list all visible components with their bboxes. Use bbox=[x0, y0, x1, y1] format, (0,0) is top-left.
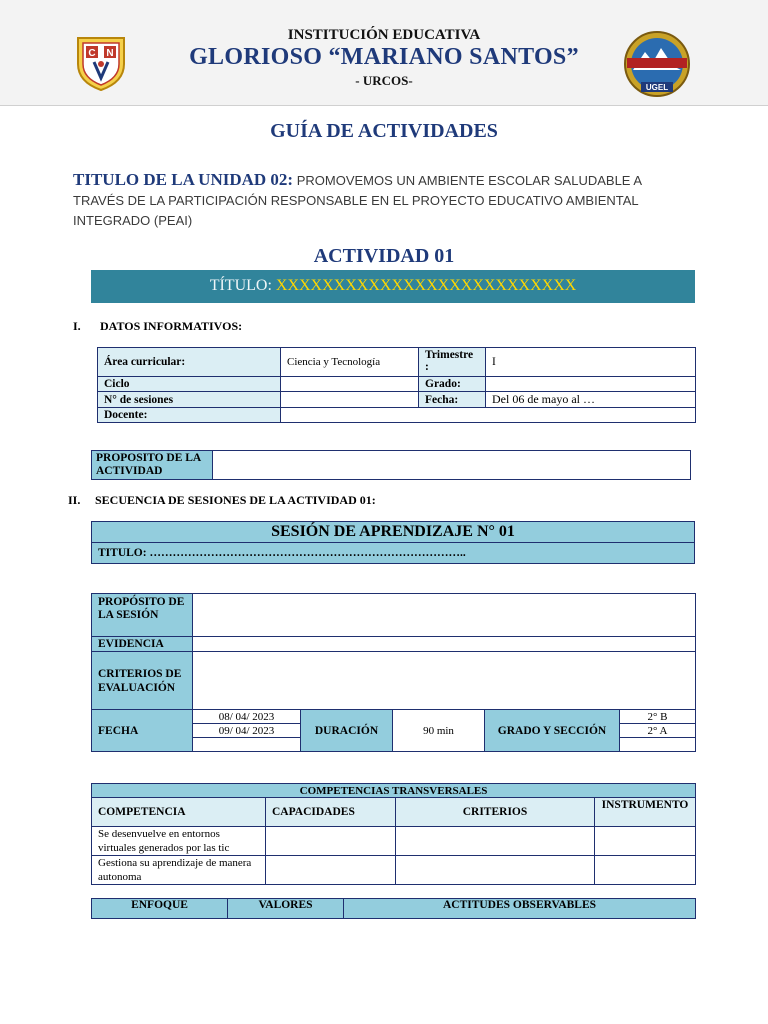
table-row bbox=[92, 899, 696, 919]
table-row bbox=[92, 856, 696, 885]
activity-purpose-table bbox=[91, 450, 691, 480]
cell-label: Ciclo bbox=[98, 377, 281, 392]
competencies-title: COMPETENCIAS TRANSVERSALES bbox=[92, 784, 696, 798]
table-row bbox=[92, 522, 695, 543]
column-header: ENFOQUE bbox=[92, 899, 228, 919]
evidence-label: EVIDENCIA bbox=[92, 637, 193, 652]
grade-section-value[interactable]: 2° A bbox=[620, 724, 696, 738]
cell-value[interactable] bbox=[281, 392, 419, 408]
activity-title-value: XXXXXXXXXXXXXXXXXXXXXXXXXX bbox=[275, 277, 577, 294]
column-header: CAPACIDADES bbox=[266, 798, 396, 827]
section-1-number: I. bbox=[73, 319, 81, 333]
grade-section-value[interactable] bbox=[620, 738, 696, 752]
activity-purpose-label: PROPOSITO DE LA ACTIVIDAD bbox=[92, 451, 213, 480]
criteria-cell[interactable] bbox=[396, 856, 595, 885]
table-row bbox=[92, 784, 696, 798]
table-row bbox=[92, 543, 695, 564]
session-purpose-label: PROPÓSITO DE LA SESIÓN bbox=[92, 594, 193, 637]
cell-label: Docente: bbox=[98, 408, 281, 423]
ugel-seal-icon bbox=[621, 30, 693, 98]
table-row bbox=[92, 798, 696, 827]
cell-value[interactable]: I bbox=[486, 348, 696, 377]
session-detail-table bbox=[91, 593, 696, 752]
session-purpose-value[interactable] bbox=[193, 594, 696, 637]
competency-cell: Gestiona su aprendizaje de manera autonoma bbox=[92, 856, 266, 885]
duration-label: DURACIÓN bbox=[301, 710, 393, 752]
column-header: COMPETENCIA bbox=[92, 798, 266, 827]
criteria-value[interactable] bbox=[193, 652, 696, 710]
svg-text:UGEL: UGEL bbox=[645, 83, 669, 92]
capacity-cell[interactable] bbox=[266, 827, 396, 856]
date-label: FECHA bbox=[92, 710, 193, 752]
datos-informativos-table bbox=[97, 347, 696, 423]
grade-section-value[interactable]: 2° B bbox=[620, 710, 696, 724]
criteria-label: CRITERIOS DE EVALUACIÓN bbox=[92, 652, 193, 710]
school-location: - URCOS- bbox=[355, 73, 413, 88]
cell-label: Fecha: bbox=[419, 392, 486, 408]
section-1-heading bbox=[73, 319, 242, 334]
table-row bbox=[92, 451, 691, 480]
activity-title-label: TÍTULO: bbox=[209, 277, 272, 294]
unit-text: PROMOVEMOS UN AMBIENTE ESCOLAR SALUDABLE A TRAVÉS DE LA PARTICIPACIÓN RESPONSABLE EN EL PROYECTO EDUCATIVO AMBIENTAL INTEGRADO (PEAI) bbox=[73, 173, 642, 228]
unit-label: TITULO DE LA UNIDAD 02: bbox=[73, 170, 294, 189]
school-name: GLORIOSO “MARIANO SANTOS” bbox=[189, 44, 579, 70]
cell-value[interactable]: Del 06 de mayo al … bbox=[486, 392, 696, 408]
cell-label: Grado: bbox=[419, 377, 486, 392]
date-value[interactable]: 08/ 04/ 2023 bbox=[193, 710, 301, 724]
section-2-number: II. bbox=[68, 493, 81, 507]
approach-table bbox=[91, 898, 696, 919]
cell-value[interactable] bbox=[486, 377, 696, 392]
criteria-cell[interactable] bbox=[396, 827, 595, 856]
unit-block bbox=[73, 170, 693, 231]
table-row bbox=[92, 594, 696, 637]
activity-heading: ACTIVIDAD 01 bbox=[313, 245, 455, 267]
competency-cell: Se desenvuelve en entornos virtuales generados por las tic bbox=[92, 827, 266, 856]
cell-value[interactable]: Ciencia y Tecnología bbox=[281, 348, 419, 377]
table-row bbox=[92, 710, 696, 724]
guide-title: GUÍA DE ACTIVIDADES bbox=[270, 120, 498, 142]
table-row bbox=[98, 408, 696, 423]
table-row bbox=[98, 377, 696, 392]
column-header: INSTRUMENTO bbox=[595, 798, 696, 827]
table-row bbox=[92, 652, 696, 710]
duration-value[interactable]: 90 min bbox=[393, 710, 485, 752]
svg-text:N: N bbox=[106, 48, 114, 59]
table-row bbox=[92, 637, 696, 652]
evidence-value[interactable] bbox=[193, 637, 696, 652]
session-table bbox=[91, 521, 695, 564]
section-2-heading bbox=[68, 493, 376, 508]
session-titulo-line[interactable]: TITULO: ……………………………………………………………………….. bbox=[92, 543, 695, 564]
table-row bbox=[92, 827, 696, 856]
column-header: ACTITUDES OBSERVABLES bbox=[344, 899, 696, 919]
section-1-title: DATOS INFORMATIVOS: bbox=[100, 319, 243, 333]
session-title: SESIÓN DE APRENDIZAJE N° 01 bbox=[92, 522, 695, 543]
cell-label: Área curricular: bbox=[98, 348, 281, 377]
cell-value[interactable] bbox=[281, 408, 696, 423]
activity-purpose-value[interactable] bbox=[213, 451, 691, 480]
competencies-table bbox=[91, 783, 696, 885]
cell-value[interactable] bbox=[281, 377, 419, 392]
section-2-title: SECUENCIA DE SESIONES DE LA ACTIVIDAD 01: bbox=[95, 493, 376, 507]
grade-section-label: GRADO Y SECCIÓN bbox=[485, 710, 620, 752]
date-value[interactable]: 09/ 04/ 2023 bbox=[193, 724, 301, 738]
column-header: CRITERIOS bbox=[396, 798, 595, 827]
instrument-cell[interactable] bbox=[595, 856, 696, 885]
cell-label: N° de sesiones bbox=[98, 392, 281, 408]
instrument-cell[interactable] bbox=[595, 827, 696, 856]
capacity-cell[interactable] bbox=[266, 856, 396, 885]
institution-label: INSTITUCIÓN EDUCATIVA bbox=[287, 27, 481, 43]
page-header bbox=[0, 0, 768, 106]
activity-title-bar bbox=[91, 270, 695, 303]
column-header: VALORES bbox=[228, 899, 344, 919]
cell-label: Trimestre : bbox=[419, 348, 486, 377]
date-value[interactable] bbox=[193, 738, 301, 752]
table-row bbox=[98, 392, 696, 408]
table-row bbox=[98, 348, 696, 377]
svg-text:C: C bbox=[88, 48, 96, 59]
